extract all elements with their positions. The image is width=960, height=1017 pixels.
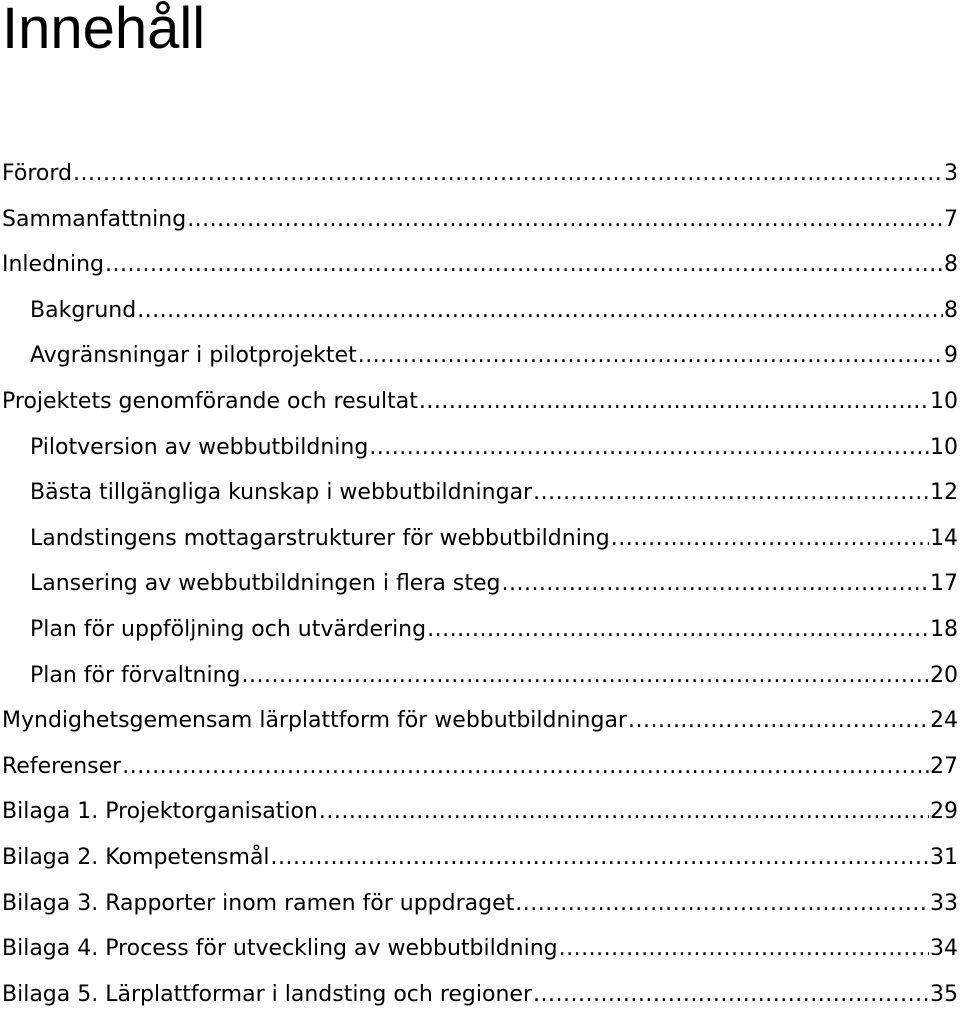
toc-dot-leader bbox=[137, 288, 943, 334]
toc-entry-title[interactable]: Myndighetsgemensam lärplattform för webbutbildningar bbox=[2, 708, 627, 734]
toc-dot-leader bbox=[73, 151, 943, 197]
page-title: Innehåll bbox=[2, 0, 206, 61]
toc-page-number[interactable]: 12 bbox=[930, 480, 958, 506]
toc-page-number[interactable]: 35 bbox=[930, 981, 958, 1007]
toc-entry-forord[interactable] bbox=[0, 151, 960, 197]
toc-entry-title[interactable]: Sammanfattning bbox=[2, 206, 187, 232]
toc-entry-title[interactable]: Bästa tillgängliga kunskap i webbutbildningar bbox=[30, 480, 533, 506]
toc-entry-title[interactable]: Landstingens mottagarstrukturer för webbutbildning bbox=[30, 525, 610, 551]
toc-page-number[interactable]: 24 bbox=[930, 708, 958, 734]
toc-entry-bakgrund[interactable] bbox=[0, 288, 960, 334]
toc-entry-title[interactable]: Bilaga 5. Lärplattformar i landsting och regioner bbox=[2, 981, 532, 1007]
toc-page-number[interactable]: 10 bbox=[930, 434, 958, 460]
toc-entry-title[interactable]: Inledning bbox=[2, 252, 105, 278]
toc-entry-lansering[interactable] bbox=[0, 561, 960, 607]
toc-entry-title[interactable]: Bilaga 2. Kompetensmål bbox=[2, 844, 270, 870]
toc-entry-sammanfattning[interactable] bbox=[0, 197, 960, 243]
toc-page-number[interactable]: 17 bbox=[930, 571, 958, 597]
toc-dot-leader bbox=[105, 242, 943, 288]
toc-dot-leader bbox=[501, 561, 929, 607]
toc-entry-referenser[interactable] bbox=[0, 744, 960, 790]
toc-dot-leader bbox=[319, 789, 929, 835]
toc-dot-leader bbox=[533, 972, 929, 1017]
toc-dot-leader bbox=[515, 881, 929, 927]
toc-entry-inledning[interactable] bbox=[0, 242, 960, 288]
toc-entry-landstingens-mottagarstrukturer[interactable] bbox=[0, 516, 960, 562]
toc-dot-leader bbox=[242, 653, 930, 699]
toc-page-number[interactable]: 8 bbox=[944, 297, 958, 323]
toc-entry-title[interactable]: Lansering av webbutbildningen i flera steg bbox=[30, 571, 501, 597]
toc-page-number[interactable]: 9 bbox=[944, 343, 958, 369]
toc-dot-leader bbox=[559, 926, 929, 972]
table-of-contents bbox=[0, 151, 960, 1017]
toc-entry-title[interactable]: Bilaga 1. Projektorganisation bbox=[2, 799, 318, 825]
toc-entry-title[interactable]: Avgränsningar i pilotprojektet bbox=[30, 343, 357, 369]
toc-dot-leader bbox=[611, 516, 929, 562]
toc-entry-title[interactable]: Bilaga 4. Process för utveckling av webbutbildning bbox=[2, 936, 558, 962]
toc-entry-title[interactable]: Plan för uppföljning och utvärdering bbox=[30, 616, 427, 642]
toc-page-number[interactable]: 8 bbox=[944, 252, 958, 278]
toc-page-number[interactable]: 14 bbox=[930, 525, 958, 551]
toc-page-number[interactable]: 3 bbox=[944, 161, 958, 186]
toc-entry-myndighetsgemensam-larplattform[interactable] bbox=[0, 698, 960, 744]
toc-entry-bilaga-2[interactable] bbox=[0, 835, 960, 881]
toc-page-number[interactable]: 20 bbox=[930, 662, 958, 688]
toc-entry-pilotversion[interactable] bbox=[0, 425, 960, 471]
toc-entry-basta-tillgangliga-kunskap[interactable] bbox=[0, 470, 960, 516]
toc-dot-leader bbox=[427, 607, 929, 653]
toc-page-number[interactable]: 29 bbox=[930, 799, 958, 825]
toc-entry-plan-forvaltning[interactable] bbox=[0, 653, 960, 699]
toc-entry-title[interactable]: Förord bbox=[2, 161, 72, 186]
toc-page-number[interactable]: 34 bbox=[930, 936, 958, 962]
toc-entry-plan-uppfoljning[interactable] bbox=[0, 607, 960, 653]
toc-page-number[interactable]: 10 bbox=[930, 388, 958, 414]
toc-entry-title[interactable]: Referenser bbox=[2, 753, 122, 779]
toc-dot-leader bbox=[419, 379, 929, 425]
toc-dot-leader bbox=[358, 333, 943, 379]
toc-entry-title[interactable]: Bakgrund bbox=[30, 297, 137, 323]
toc-entry-projektets-genomforande[interactable] bbox=[0, 379, 960, 425]
toc-dot-leader bbox=[271, 835, 929, 881]
toc-entry-bilaga-4[interactable] bbox=[0, 926, 960, 972]
toc-page-number[interactable]: 33 bbox=[930, 890, 958, 916]
toc-page-number[interactable]: 31 bbox=[930, 844, 958, 870]
toc-entry-bilaga-1[interactable] bbox=[0, 789, 960, 835]
toc-dot-leader bbox=[187, 197, 943, 243]
toc-entry-title[interactable]: Bilaga 3. Rapporter inom ramen för uppdraget bbox=[2, 890, 515, 916]
toc-dot-leader bbox=[628, 698, 929, 744]
toc-entry-bilaga-3[interactable] bbox=[0, 881, 960, 927]
toc-entry-avgransningar[interactable] bbox=[0, 333, 960, 379]
toc-page-number[interactable]: 18 bbox=[930, 616, 958, 642]
toc-page-number[interactable]: 7 bbox=[944, 206, 958, 232]
toc-dot-leader bbox=[369, 425, 929, 471]
toc-entry-title[interactable]: Projektets genomförande och resultat bbox=[2, 388, 418, 414]
toc-dot-leader bbox=[122, 744, 929, 790]
toc-entry-title[interactable]: Pilotversion av webbutbildning bbox=[30, 434, 369, 460]
toc-page-number[interactable]: 27 bbox=[930, 753, 958, 779]
toc-dot-leader bbox=[533, 470, 929, 516]
toc-entry-bilaga-5[interactable] bbox=[0, 972, 960, 1017]
toc-entry-title[interactable]: Plan för förvaltning bbox=[30, 662, 241, 688]
